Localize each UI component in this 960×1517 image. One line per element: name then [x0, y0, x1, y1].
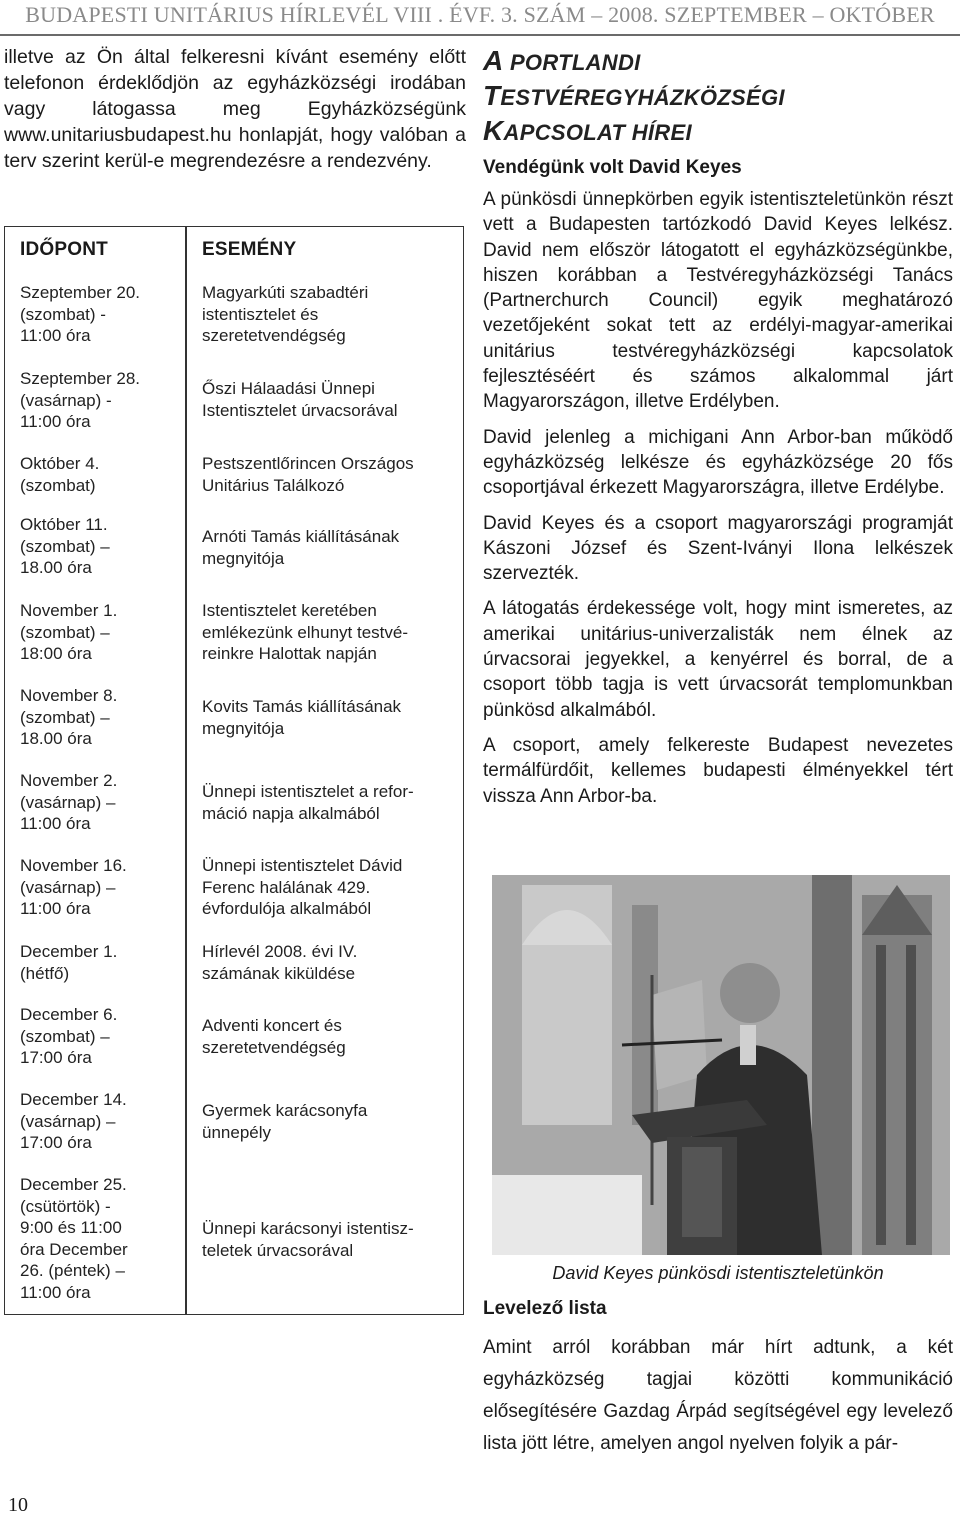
article-paragraph: David jelenleg a michigani Ann Arbor-ban működő egyházközség lelkésze és egyházközsége 20 fős csoportjával érkezett Magyarországra, illetve Erdélybe. [483, 426, 953, 499]
mailing-list-subhead: Levelező lista [483, 1298, 607, 1319]
schedule-event: Gyermek karácsonyfa ünnepély [202, 1101, 368, 1142]
schedule-table [4, 226, 464, 1315]
left-column [4, 44, 466, 174]
schedule-event: Kovits Tamás kiállításának megnyitója [202, 697, 402, 738]
schedule-event: Hírlevél 2008. évi IV. számának kiküldése [202, 942, 358, 983]
photo-illustration [492, 875, 950, 1255]
schedule-event: Ünnepi istentisztelet Dávid Ferenc halálának 429. évfordulója alkalmából [202, 856, 403, 918]
article-paragraph: David Keyes és a csoport magyarországi programját Kászoni József és Szent-Iványi Ilona lelkészek szervezték. [483, 512, 953, 585]
mailing-list-section [483, 1298, 953, 1460]
schedule-date: Szeptember 28. (vasárnap) - 11:00 óra [20, 369, 141, 431]
header-rule [0, 34, 960, 36]
schedule-event: Pestszentlőrincen Országos Unitárius Találkozó [202, 454, 414, 495]
schedule-event: Ünnepi istentisztelet a refor- máció napja alkalmából [202, 782, 414, 823]
table-divider [185, 227, 187, 1314]
schedule-date: December 1. (hétfő) [20, 942, 118, 983]
schedule-date: November 1. (szombat) – 18:00 óra [20, 601, 118, 663]
schedule-date: November 8. (szombat) – 18.00 óra [20, 686, 118, 748]
schedule-date: December 25. (csütörtök) - 9:00 és 11:00 óra December 26. (péntek) – 11:00 óra [20, 1175, 128, 1302]
church-photo [492, 875, 950, 1255]
running-header: BUDAPESTI UNITÁRIUS HÍRLEVÉL VIII . ÉVF. 3. SZÁM – 2008. SZEPTEMBER – OKTÓBER [25, 2, 935, 27]
schedule-date: November 16. (vasárnap) – 11:00 óra [20, 856, 127, 918]
section-title: A PORTLANDI TESTVÉREGYHÁZKÖZSÉGI KAPCSOLAT HÍREI [483, 45, 785, 146]
schedule-date: Október 4. (szombat) [20, 454, 100, 495]
intro-paragraph: illetve az Ön által felkeresni kívánt esemény előtt telefonon érdeklődjön az egyházközségi irodában vagy látogassa meg Egyházközségünk www.unitariusbudapest.hu honlapját, hogy valóban a terv szerint kerül-e megrendezésre a rendezvény. [4, 46, 466, 172]
schedule-event: Ünnepi karácsonyi istentisz- teletek úrvacsorával [202, 1219, 414, 1260]
mailing-list-paragraph: Amint arról korábban már hírt adtunk, a két egyházközség tagjai közötti kommunikáció elősegítésére Gazdag Árpád segítségével egy levelező lista jött létre, amelyen angol nyelven folyik a pár- [483, 1337, 953, 1454]
article-paragraph: A látogatás érdekessége volt, hogy mint ismeretes, az amerikai unitárius-univerzalisták nem élnek az úrvacsorai jegyekkel, a kenyérrel és borral, de a csoport több tagja is vett úrvacsorát templomunkban pünkösd alkalmából. [483, 598, 953, 721]
schedule-date: Október 11. (szombat) – 18.00 óra [20, 515, 110, 577]
photo-caption: David Keyes pünkösdi istentiszteletünkön [552, 1263, 884, 1283]
page-number: 10 [8, 1494, 28, 1516]
schedule-date: December 6. (szombat) – 17:00 óra [20, 1005, 118, 1067]
article-subhead: Vendégünk volt David Keyes [483, 157, 742, 178]
schedule-event: Arnóti Tamás kiállításának megnyitója [202, 527, 400, 568]
schedule-event: Istentisztelet keretében emlékezünk elhunyt testvé- reinkre Halottak napján [202, 601, 408, 663]
date-column-header: IDŐPONT [20, 239, 108, 260]
schedule-date: Szeptember 20. (szombat) - 11:00 óra [20, 283, 141, 345]
article-paragraph: A pünkösdi ünnepkörben egyik istentiszteletünkön részt vett a Budapesten tartózkodó David Keyes lelkész. David nem először látogatott el egyházközségünkbe, hiszen korábban a Testvéregyházközségi Tanács (Partnerchurch Council) egyik meghatározó vezetőjeként sokat tett az erdélyi-magyar-amerikai unitárius testvéregyházközségi kapcsolatok fejlesztéséért és számos alkalommal járt Magyarországon, illetve Erdélyben. [483, 189, 953, 413]
right-column [483, 44, 953, 819]
schedule-event: Őszi Hálaadási Ünnepi Istentisztelet úrvacsorával [202, 379, 398, 420]
schedule-event: Magyarkúti szabadtéri istentisztelet és szeretetvendégség [202, 283, 369, 345]
event-column-header: ESEMÉNY [202, 239, 297, 260]
schedule-event: Adventi koncert és szeretetvendégség [202, 1016, 346, 1057]
article-paragraph: A csoport, amely felkereste Budapest nevezetes termálfürdőit, kellemes budapesti élményekkel tért vissza Ann Arbor-ba. [483, 734, 953, 807]
schedule-date: December 14. (vasárnap) – 17:00 óra [20, 1090, 127, 1152]
schedule-date: November 2. (vasárnap) – 11:00 óra [20, 771, 118, 833]
